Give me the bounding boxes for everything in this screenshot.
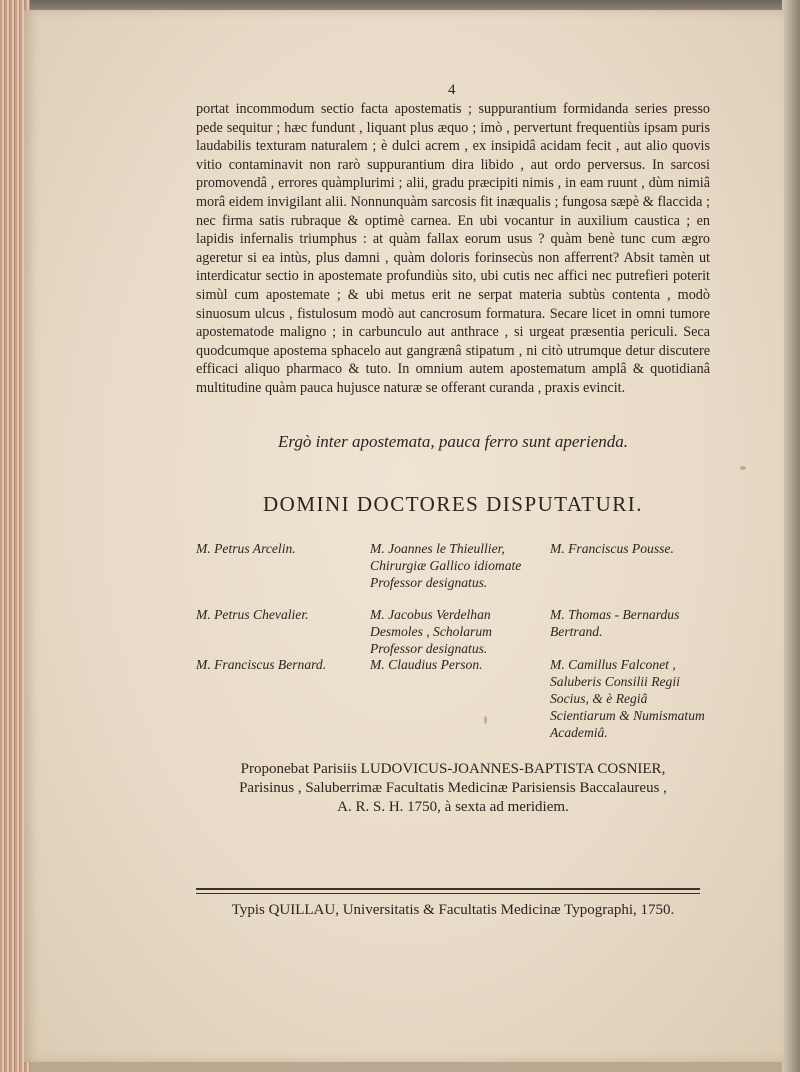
doctor-name: M. Franciscus Bernard. <box>196 657 327 672</box>
doctor-name: M. Joannes le Thieullier, Chirurgiæ Gallico idiomate Professor designatus. <box>370 541 522 590</box>
doctor-name: M. Franciscus Pousse. <box>550 541 674 556</box>
doctor-name: M. Claudius Person. <box>370 657 483 672</box>
imprint-line: Parisinus , Saluberrimæ Facultatis Medicinæ Parisiensis Baccalaureus , <box>239 780 667 796</box>
doctors-heading: DOMINI DOCTORES DISPUTATURI. <box>262 492 644 516</box>
thesis-conclusion: Ergò inter apostemata, pauca ferro sunt aperienda. <box>277 432 629 451</box>
book-right-edge <box>782 0 800 1072</box>
printer-line: Typis QUILLAU, Universitatis & Facultatis Medicinæ Typographi, 1750. <box>231 902 675 918</box>
imprint-line: A. R. S. H. 1750, à sexta ad meridiem. <box>337 799 569 815</box>
divider-rule <box>196 893 700 894</box>
body-paragraph: portat incommodum sectio facta apostematis ; suppurantium formidanda series presso pede sequitur ; hæc fundunt , liquant plus æquo ; imò , pervertunt frequentiùs ipsam puris laudabilis texturam naturalem ; è dulci acrem , ex insipidâ acidam fecit , aut alio quovis vitio contaminavit non rarò suppurantium dira libido , aut ordo perversus. In sarcosi promovendâ , errores quàmplurimi ; alii, gradu præcipiti nimis , in eam ruunt , dùm nimiâ morâ eidem invigilant alii. Nonnunquàm sarcosis fit inæqualis ; fungosa sæpè & flaccida ; nec firma satis rubraque & optimè carnea. En ubi vocantur in auxilium caustica ; en lapidis infernalis triumphus : at quàm fallax eorum usus ? quàm benè tunc cum ægro ageretur si ea intùs, plus damni , quàm doloris forinsecùs non afferrent? Absit tamèn ut interdicatur sectio in apostemate profundiùs sito, ubi cutis nec affici nec putrefieri poterit simùl cum apostemate ; & ubi metus erit ne serpat materia subtùs contenta , modò sinuosum ulcus , fistulosum modò aut cancrosum formatura. Secare licet in omni tumore apostematode maligno ; in carbunculo aut anthrace , si urgeat præsentia periculi. Seca quodcumque apostema sphacelo aut gangrænâ stipatum , ni citò utrumque detur discutere efficaci aliquo pharmaco & tuto. In omnium autem apostematum amplâ & quotidianâ multitudine quàm pauca hujusce naturæ se offerant curanda , praxis evincit. <box>196 101 710 396</box>
doctor-name: M. Petrus Arcelin. <box>196 541 296 556</box>
doctor-name: M. Petrus Chevalier. <box>196 607 309 622</box>
doctor-name: M. Camillus Falconet , Saluberis Consilii Regii Socius, & è Regiâ Scientiarum & Numismatum Academiâ. <box>550 657 705 740</box>
doctor-name: M. Thomas - Bernardus Bertrand. <box>550 607 680 639</box>
imprint-block <box>196 760 710 817</box>
doctor-name: M. Jacobus Verdelhan Desmoles , Scholarum Professor designatus. <box>370 607 492 656</box>
page-number: 4 <box>448 82 456 98</box>
divider-rule <box>196 888 700 890</box>
paper-stain <box>484 716 487 724</box>
imprint-line: Proponebat Parisiis LUDOVICUS-JOANNES-BAPTISTA COSNIER, <box>240 761 666 777</box>
paper-stain <box>740 466 746 470</box>
